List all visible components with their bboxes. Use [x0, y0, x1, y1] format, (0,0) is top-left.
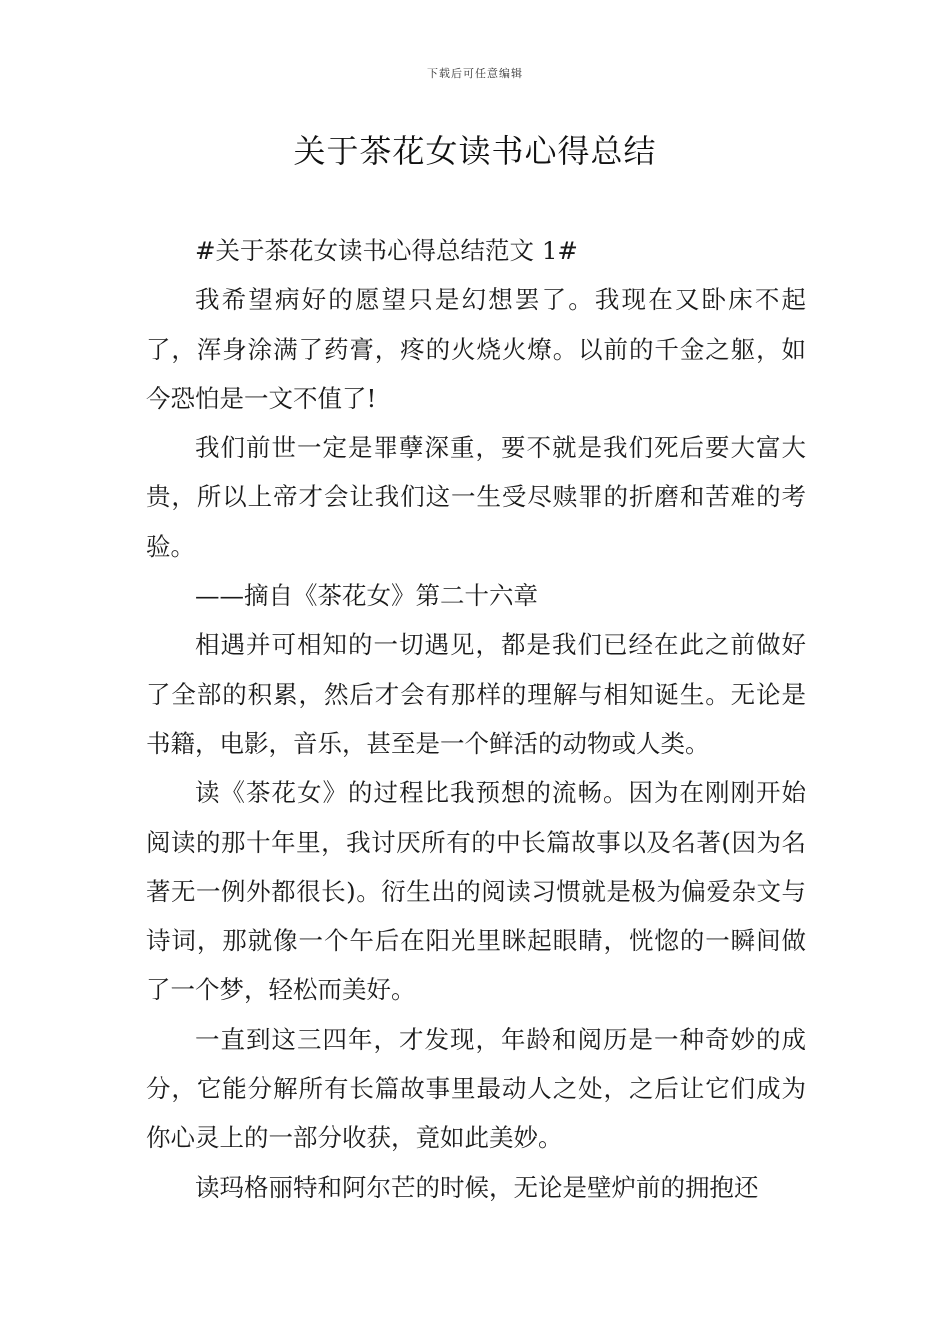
body-paragraph: 一直到这三四年，才发现，年龄和阅历是一种奇妙的成分，它能分解所有长篇故事里最动人之处，之后让它们成为你心灵上的一部分收获，竟如此美妙。	[146, 1024, 806, 1153]
header-note: 下载后可任意编辑	[427, 67, 523, 80]
document-body	[146, 226, 806, 1212]
quote-paragraph: 我们前世一定是罪孽深重，要不就是我们死后要大富大贵，所以上帝才会让我们这一生受尽赎罪的折磨和苦难的考验。	[146, 433, 806, 561]
body-paragraph: 读《茶花女》的过程比我预想的流畅。因为在刚刚开始阅读的那十年里，我讨厌所有的中长篇故事以及名著(因为名著无一例外都很长)。衍生出的阅读习惯就是极为偏爱杂文与诗词，那就像一个午后在阳光里眯起眼睛，恍惚的一瞬间做了一个梦，轻松而美好。	[146, 778, 806, 1005]
quote-paragraph: 我希望病好的愿望只是幻想罢了。我现在又卧床不起了，浑身涂满了药膏，疼的火烧火燎。以前的千金之躯，如今恐怕是一文不值了!	[146, 285, 806, 413]
body-paragraph: 相遇并可相知的一切遇见，都是我们已经在此之前做好了全部的积累，然后才会有那样的理解与相知诞生。无论是书籍，电影，音乐，甚至是一个鲜活的动物或人类。	[146, 630, 806, 758]
section-heading: #关于茶花女读书心得总结范文 1#	[195, 236, 578, 265]
quote-source: ——摘自《茶花女》第二十六章	[195, 581, 538, 611]
body-paragraph: 读玛格丽特和阿尔芒的时候，无论是壁炉前的拥抱还	[195, 1172, 759, 1202]
document-title: 关于茶花女读书心得总结	[293, 132, 657, 170]
